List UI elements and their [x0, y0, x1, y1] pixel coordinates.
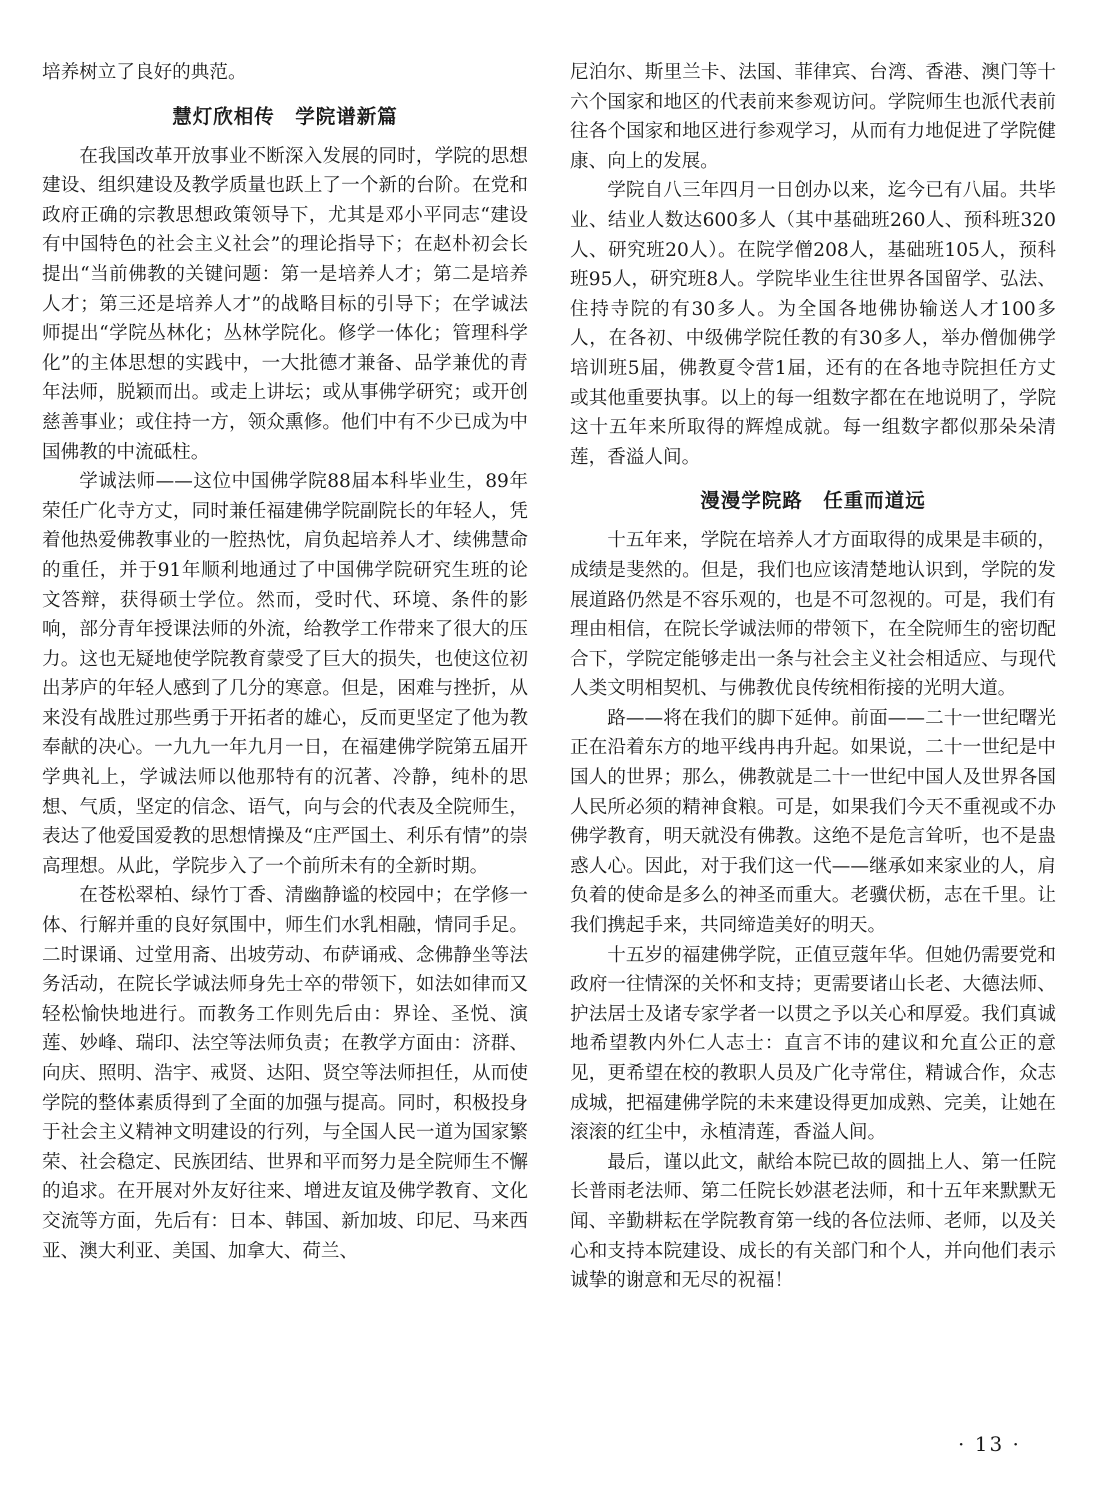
paragraph: 十五岁的福建佛学院，正值豆蔻年华。但她仍需要党和政府一往情深的关怀和支持；更需要诸山长老、大德法师、护法居士及诸专家学者一以贯之予以关心和厚爱。我们真诚地希望教内外仁人志士：直言不讳的建议和允直公正的意见，更希望在校的教职人员及广化寺常住，精诚合作，众志成城，把福建佛学院的未来建设得更加成熟、完美，让她在滚滚的红尘中，永植清莲，香溢人间。 [570, 944, 1056, 1144]
section-heading-1: 慧灯欣相传 学院谱新篇 [172, 104, 398, 128]
section-heading-2: 漫漫学院路 任重而道远 [700, 489, 926, 513]
right-column [570, 58, 1056, 1296]
paragraph: 学院自八三年四月一日创办以来，迄今已有八届。共毕业、结业人数达600多人（其中基础班260人、预科班320人、研究班20人）。在院学僧208人，基础班105人，预科班95人，研究班8人。学院毕业生往世界各国留学、弘法、住持寺院的有30多人。为全国各地佛协输送人才100多人，在各初、中级佛学院任教的有30多人，举办僧伽佛学培训班5届，佛教夏令营1届，还有的在各地寺院担任方丈或其他重要执事。以上的每一组数字都在在地说明了，学院这十五年来所取得的辉煌成就。每一组数字都似那朵朵清莲，香溢人间。 [570, 180, 1056, 468]
paragraph: 学诚法师——这位中国佛学院88届本科毕业生，89年荣任广化寺方丈，同时兼任福建佛学院副院长的年轻人，凭着他热爱佛教事业的一腔热忱，肩负起培养人才、续佛慧命的重任，并于91年顺利地通过了中国佛学院研究生班的论文答辩，获得硕士学位。然而，受时代、环境、条件的影响，部分青年授课法师的外流，给教学工作带来了很大的压力。这也无疑地使学院教育蒙受了巨大的损失，也使这位初出茅庐的年轻人感到了几分的寒意。但是，困难与挫折，从来没有战胜过那些勇于开拓者的雄心，反而更坚定了他为教奉献的决心。一九九一年九月一日，在福建佛学院第五届开学典礼上，学诚法师以他那特有的沉著、冷静，纯朴的思想、气质，坚定的信念、语气，向与会的代表及全院师生，表达了他爱国爱教的思想情操及“庄严国土、利乐有情”的崇高理想。从此，学院步入了一个前所未有的全新时期。 [42, 471, 528, 877]
left-column [42, 58, 528, 1266]
paragraph: 路——将在我们的脚下延伸。前面——二十一世纪曙光正在沿着东方的地平线冉冉升起。如果说，二十一世纪是中国人的世界；那么，佛教就是二十一世纪中国人及世界各国人民所必须的精神食粮。可是，如果我们今天不重视或不办佛学教育，明天就没有佛教。这绝不是危言耸听，也不是蛊惑人心。因此，对于我们这一代——继承如来家业的人，肩负着的使命是多么的神圣而重大。老骥伏枥，志在千里。让我们携起手来，共同缔造美好的明天。 [570, 707, 1056, 937]
paragraph: 十五年来，学院在培养人才方面取得的成果是丰硕的，成绩是斐然的。但是，我们也应该清楚地认识到，学院的发展道路仍然是不容乐观的，也是不可忽视的。可是，我们有理由相信，在院长学诚法师的带领下，在全院师生的密切配合下，学院定能够走出一条与社会主义社会相适应、与现代人类文明相契机、与佛教优良传统相衔接的光明大道。 [570, 530, 1056, 700]
paragraph-continued: 尼泊尔、斯里兰卡、法国、菲律宾、台湾、香港、澳门等十六个国家和地区的代表前来参观访问。学院师生也派代表前往各个国家和地区进行参观学习，从而有力地促进了学院健康、向上的发展。 [570, 62, 1056, 172]
paragraph: 最后，谨以此文，献给本院已故的圆拙上人、第一任院长普雨老法师、第二任院长妙湛老法师，和十五年来默默无闻、辛勤耕耘在学院教育第一线的各位法师、老师，以及关心和支持本院建设、成长的有关部门和个人，并向他们表示诚挚的谢意和无尽的祝福！ [570, 1151, 1056, 1292]
paragraph-continued: 培养树立了良好的典范。 [42, 62, 247, 83]
paragraph: 在我国改革开放事业不断深入发展的同时，学院的思想建设、组织建设及教学质量也跃上了一个新的台阶。在党和政府正确的宗教思想政策领导下，尤其是邓小平同志“建设有中国特色的社会主义社会”的理论指导下；在赵朴初会长提出“当前佛教的关键问题：第一是培养人才；第二是培养人才；第三还是培养人才”的战略目标的引导下；在学诚法师提出“学院丛林化；丛林学院化。修学一体化；管理科学化”的主体思想的实践中，一大批德才兼备、品学兼优的青年法师，脱颖而出。或走上讲坛；或从事佛学研究；或开创慈善事业；或住持一方，领众熏修。他们中有不少已成为中国佛教的中流砥柱。 [42, 145, 528, 463]
paragraph: 在苍松翠柏、绿竹丁香、清幽静谧的校园中；在学修一体、行解并重的良好氛围中，师生们水乳相融，情同手足。二时课诵、过堂用斋、出坡劳动、布萨诵戒、念佛静坐等法务活动，在院长学诚法师身先士卒的带领下，如法如律而又轻松愉快地进行。而教务工作则先后由：界诠、圣悦、演莲、妙峰、瑞印、法空等法师负责；在教学方面由：济群、向庆、照明、浩宇、戒贤、达阳、贤空等法师担任，从而使学院的整体素质得到了全面的加强与提高。同时，积极投身于社会主义精神文明建设的行列，与全国人民一道为国家繁荣、社会稳定、民族团结、世界和平而努力是全院师生不懈的追求。在开展对外友好往来、增进友谊及佛学教育、文化交流等方面，先后有：日本、韩国、新加坡、印尼、马来西亚、澳大利亚、美国、加拿大、荷兰、 [42, 885, 528, 1262]
page-number: · 13 · [958, 1432, 1021, 1456]
